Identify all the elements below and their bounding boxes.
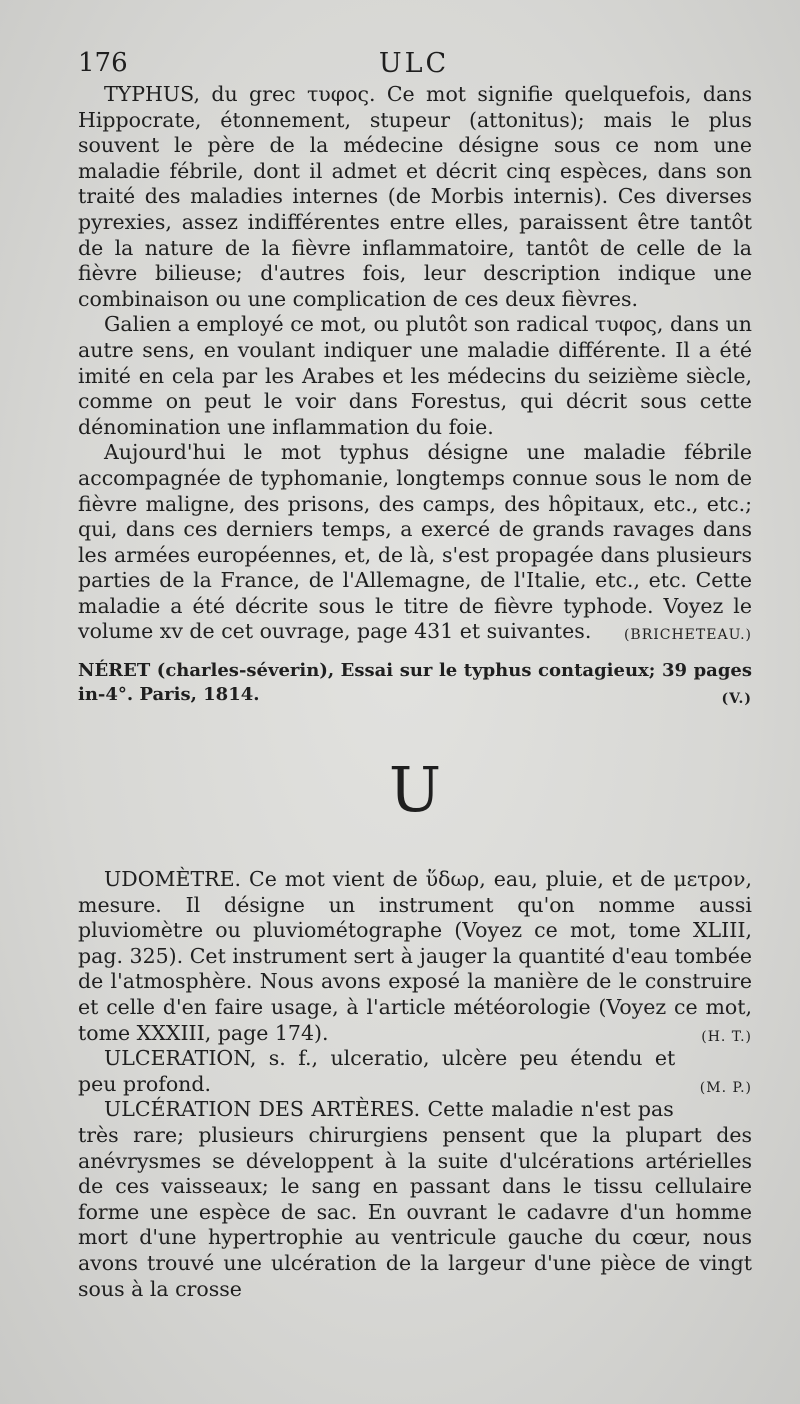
bibliography-signature: (V.) bbox=[721, 691, 752, 708]
page-header bbox=[78, 48, 750, 84]
author-signature: (BRICHETEAU.) bbox=[623, 627, 752, 644]
section-letter: U bbox=[388, 753, 442, 827]
udometre-signature: (H. T.) bbox=[701, 1028, 752, 1045]
udometre-text: UDOMÈTRE. Ce mot vient de ὕδωρ, eau, pluie, et de μετρον, mesure. Il désigne un instrument qu'on nomme aussi pluviomètre ou pluviométographe (Voyez ce mot, tome XLIII, pag. 325). Cet instrument sert à jauger la quantité d'eau tombée de l'atmosphère. Nous avons exposé la manière de le construire et celle d'en faire usage, à l'article météorologie (Voyez ce mot, tome XXXIII, page 174). bbox=[78, 867, 752, 1045]
page-body bbox=[78, 82, 752, 1302]
page-number: 176 bbox=[78, 48, 128, 78]
ulceration-signature: (M. P.) bbox=[699, 1079, 752, 1096]
typhus-paragraph-1: TYPHUS, du grec τυφος. Ce mot signifie quelquefois, dans Hippocrate, étonnement, stupeur (attonitus); mais le plus souvent le père de la médecine désigne sous ce nom une maladie fébrile, dont il admet et décrit cinq espèces, dans son traité des maladies internes (de Morbis internis). Ces diverses pyrexies, assez indifférentes entre elles, paraissent être tantôt de la nature de la fièvre inflammatoire, tantôt de celle de la fièvre bilieuse; d'autres fois, leur description indique une combinaison ou une complication de ces deux fièvres. bbox=[78, 82, 752, 311]
ulceration-arteres-entry: ULCÉRATION DES ARTÈRES. Cette maladie n'est pas très rare; plusieurs chirurgiens pensent que la plupart des anévrysmes se développent à la suite d'ulcérations artérielles de ces vaisseaux; le sang en passant dans le tissu cellulaire forme une espèce de sac. En ouvrant le cadavre d'un homme mort d'une hypertrophie au ventricule gauche du cœur, nous avons trouvé une ulcération de la largeur d'une pièce de vingt sous à la crosse bbox=[78, 1097, 752, 1301]
ulceration-entry bbox=[78, 1046, 752, 1097]
running-title: ULC bbox=[378, 48, 450, 79]
bibliography-reference bbox=[78, 659, 752, 707]
typhus-paragraph-3 bbox=[78, 440, 752, 645]
typhus-paragraph-3-text: Aujourd'hui le mot typhus désigne une maladie fébrile accompagnée de typhomanie, longtemps connue sous le nom de fièvre maligne, des prisons, des camps, des hôpitaux, etc., etc.; qui, dans ces derniers temps, a exercé de grands ravages dans les armées européennes, et, de là, s'est propagée dans plusieurs parties de la France, de l'Allemagne, de l'Italie, etc., etc. Cette maladie a été décrite sous le titre de fièvre typhode. Voyez le volume xv de cet ouvrage, page 431 et suivantes. bbox=[78, 440, 752, 644]
bibliography-text: NÉRET (charles-séverin), Essai sur le typhus contagieux; 39 pages in-4°. Paris, 1814. bbox=[78, 660, 752, 706]
udometre-entry bbox=[78, 867, 752, 1046]
ulceration-text: ULCERATION, s. f., ulceratio, ulcère peu étendu et peu profond. bbox=[78, 1046, 676, 1096]
typhus-paragraph-2: Galien a employé ce mot, ou plutôt son radical τυφος, dans un autre sens, en voulant indiquer une maladie différente. Il a été imité en cela par les Arabes et les médecins du seizième siècle, comme on peut le voir dans Forestus, qui décrit sous cette dénomination une inflammation du foie. bbox=[78, 312, 752, 439]
